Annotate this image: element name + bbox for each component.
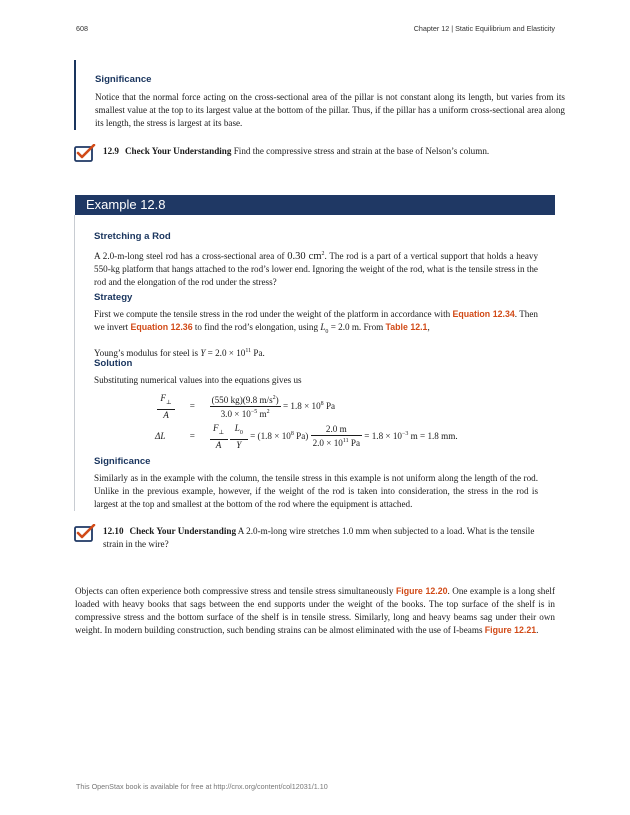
solution-heading: Solution	[94, 358, 133, 369]
problem-area: 0.30 cm	[287, 251, 322, 263]
eq1-den-unit: m	[257, 409, 267, 420]
example-body	[74, 215, 555, 511]
problem-part-b: . The rod is a part of a vertical support that holds a heavy 550-kg platform that hangs attached to the rod’s lower end. Ignoring the weight of the rod, what is the tensile stress in the rod and the elongation of the rod under the stress?	[94, 251, 539, 288]
strategy-part-d: . From	[358, 322, 386, 332]
strategy-text: First we compute the tensile stress in the rod under the weight of the platform in accordance with Equation 12.34. Then we invert Equation 12.36 to find the rod’s elongation, using $L_0 = 2.0$ m. From Table 12.1,	[94, 309, 538, 335]
eq2-den-exp: 11	[342, 438, 349, 445]
check-number: 12.10	[103, 526, 124, 536]
strategy-heading: Strategy	[94, 292, 133, 303]
check-number: 12.9	[103, 146, 119, 156]
eq2-result-exp: −3	[401, 430, 409, 437]
page-number: 608	[76, 24, 88, 33]
eq1-result-exp: 8	[320, 400, 324, 407]
eq2-mid: = (1.8 × 10	[250, 431, 291, 442]
equation-stress: $\frac{F_\perp}{A}$ = $\frac{(550 kg)(9.8 m/s^2)}{3.0 \times 10^{-5} m^2}$ = $1.8 \times 10^8$ Pa	[157, 393, 335, 421]
table-12-1-link[interactable]: Table 12.1	[385, 322, 428, 332]
strategy-part-f: Young’s modulus for steel is	[94, 347, 201, 358]
page-footer: This OpenStax book is available for free at http://cnx.org/content/col12031/1.10	[76, 782, 328, 791]
check-text	[103, 525, 550, 551]
eq1-result: = 1.8 × 10	[282, 401, 321, 412]
equation-12-34-link[interactable]: Equation 12.34	[452, 309, 515, 319]
strategy-Y-value: = 2.0 × 10	[207, 347, 246, 358]
example-significance-text: Similarly as in the example with the column, the tensile stress in this example is not uniform along the length of the rod. Unlike in the previous example, however, if the weight of the rod is taken into consideration, the stress in the rod is largest at the top and smallest at the bottom of the rod where the equipment is attached.	[94, 473, 538, 509]
equation-elongation: ΔL = $\frac{F_\perp}{A}$ $\frac{L_0}{Y}$ = ($1.8 \times 10^8$ Pa) $\frac{2.0 m}{2.0 \times 10^{11} Pa}$ = $1.8 \times 10^{-3}$ m = 1.8 mm.	[155, 423, 458, 450]
eq1-den-exp: −5	[250, 409, 258, 416]
check-your-understanding-12-9	[74, 145, 550, 158]
example-title: Example 12.8	[86, 197, 166, 212]
problem-text: A 2.0-m-long steel rod has a cross-sectional area of 0.30 $cm^2$. The rod is a part of a vertical support that holds a heavy 550-kg platform that hangs attached to the rod’s lower end. Ignoring the weight of the rod, what is the tensile stress in the rod and the elongation of the rod under the stress?	[94, 251, 539, 288]
significance-box	[74, 60, 565, 130]
example-significance-heading: Significance	[94, 456, 151, 467]
strategy-part-e: ,	[427, 322, 430, 332]
eq2-lhs: ΔL	[155, 431, 166, 442]
solution-text: Substituting numerical values into the equations gives us	[94, 375, 302, 385]
eq2-numerator: 2.0 m	[311, 424, 362, 436]
youngs-modulus-text: Young’s modulus for steel is $Y = 2.0 \times 10^{11}$ Pa.	[94, 347, 265, 358]
eq2-result: = 1.8 × 10	[364, 431, 402, 442]
check-question: Find the compressive stress and strain at the base of Nelson’s column.	[231, 146, 490, 156]
strategy-L0: = 2.0 m	[330, 322, 359, 332]
eq2-den-unit: Pa	[348, 438, 361, 449]
strategy-Y-exp: 11	[245, 347, 252, 354]
significance-heading: Significance	[95, 74, 152, 85]
check-text	[103, 145, 550, 158]
equation-12-36-link[interactable]: Equation 12.36	[130, 322, 193, 332]
eq1-denominator: 3.0 × 10	[220, 409, 251, 420]
check-understanding-icon	[74, 144, 96, 162]
significance-text: Notice that the normal force acting on the cross-sectional area of the pillar is not constant along its length, but varies from its smallest value at the top to its largest value at the bottom of the pillar. Thus, if the pillar has a uniform cross-sectional area along its length, the stress is largest at its base.	[95, 92, 565, 128]
problem-part-a: A 2.0-m-long steel rod has a cross-sectional area of	[94, 251, 288, 262]
check-label: Check Your Understanding	[124, 146, 232, 156]
example-title-bar	[75, 195, 555, 215]
body-paragraph	[75, 585, 555, 637]
strategy-part-b: . Then we invert	[94, 309, 538, 332]
eq2-mid-exp: 8	[290, 430, 294, 437]
strategy-part-c: to find the rod’s elongation, using	[192, 322, 321, 332]
check-your-understanding-12-10	[74, 525, 550, 551]
eq1-result-unit: Pa	[323, 401, 336, 412]
check-question: A 2.0-m-long wire stretches 1.0 mm when subjected to a load. What is the tensile strain in the wire?	[103, 526, 535, 549]
check-understanding-icon	[74, 524, 96, 542]
eq2-result-unit: m = 1.8 mm.	[408, 431, 458, 442]
body-part-b: . One example is a long shelf loaded with heavy books that sags between the end supports under the weight of the books. The top surface of the shelf is in compressive stress and the bottom surface of the shelf is in tensile stress. Similarly, long and heavy beams sag under their own weight. In modern building construction, such bending strains can be almost eliminated with the use of I-beams	[75, 586, 555, 636]
body-part-a: Objects can often experience both compressive stress and tensile stress simultaneously	[75, 586, 396, 597]
eq2-mid-unit: Pa)	[293, 431, 309, 442]
figure-12-21-link[interactable]: Figure 12.21	[484, 625, 537, 636]
strategy-Y-unit: Pa.	[251, 347, 265, 358]
example-subtitle: Stretching a Rod	[94, 231, 171, 242]
strategy-part-a: First we compute the tensile stress in the rod under the weight of the platform in accordance with	[94, 309, 453, 319]
chapter-title: Chapter 12 | Static Equilibrium and Elasticity	[413, 24, 555, 33]
eq2-denominator: 2.0 × 10	[312, 438, 343, 449]
check-label: Check Your Understanding	[129, 526, 237, 536]
body-part-c: .	[536, 625, 539, 636]
figure-12-20-link[interactable]: Figure 12.20	[395, 586, 448, 597]
eq1-numerator: (550 kg)(9.8 m/s	[211, 395, 273, 406]
